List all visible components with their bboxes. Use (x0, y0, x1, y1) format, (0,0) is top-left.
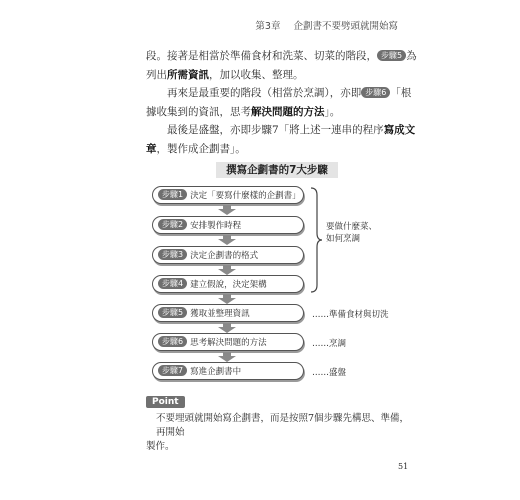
down-arrow-icon (218, 205, 236, 215)
side-label-step6: ……烹調 (312, 339, 347, 349)
down-arrow-icon (218, 352, 236, 362)
text-run: ，加以收集、整理。 (209, 69, 304, 81)
step-badge: 步驟6 (158, 336, 187, 347)
text-run: 段。接著是相當於準備食材和洗菜、切菜的階段， (146, 50, 377, 62)
text-run: 據收集到的資訊，思考 (146, 106, 251, 118)
text-run: ，製作成企劃書」。 (156, 143, 246, 155)
step-text: 建立假說，決定架構 (190, 280, 267, 290)
step-box-7 (152, 362, 304, 380)
paragraph-3 (146, 121, 416, 159)
step-badge: 步驟6 (361, 87, 390, 98)
chapter-label: 第3章 (255, 21, 281, 32)
brace-label (326, 221, 377, 245)
step-box-3 (152, 246, 304, 264)
point-note-line: 製作。 (146, 441, 175, 452)
down-arrow-icon (218, 294, 236, 304)
step-badge: 步驟3 (158, 249, 187, 260)
step-badge: 步驟1 (158, 189, 187, 200)
step-box-6 (152, 333, 304, 351)
down-arrow-icon (218, 323, 236, 333)
bold-text: 寫成文 (383, 124, 416, 136)
page-number: 51 (398, 462, 409, 471)
point-note (146, 412, 410, 454)
step-badge: 步驟5 (158, 307, 187, 318)
chapter-title: 企劃書不要劈頭就開始寫 (293, 21, 398, 32)
text-run: 再來是最重要的階段（相當於烹調），亦即 (167, 87, 362, 99)
step-text: 決定企劃書的格式 (190, 251, 259, 261)
bold-text: 解決問題的方法 (251, 106, 325, 118)
step-box-5 (152, 304, 304, 322)
diagram-title: 撰寫企劃書的7大步驟 (216, 162, 338, 178)
side-label-step5: ……準備食材與切洗 (312, 310, 389, 320)
step-badge: 步驟2 (158, 219, 187, 230)
step-text: 決定「要寫什麼樣的企劃書」 (190, 191, 301, 201)
step-box-2 (152, 216, 304, 234)
step-box-4 (152, 275, 304, 293)
text-run: 「根 (390, 87, 412, 99)
text-run: 」。 (324, 106, 341, 118)
running-header (255, 18, 398, 32)
down-arrow-icon (218, 265, 236, 275)
brace-label-line: 如何烹調 (326, 234, 361, 244)
step-text: 寫進企劃書中 (190, 367, 242, 377)
step-box-1 (152, 186, 304, 204)
text-run: 為 (406, 50, 417, 62)
side-label-step7: ……盛盤 (312, 368, 347, 378)
step-text: 安排製作時程 (190, 221, 242, 231)
step-text: 思考解決問題的方法 (190, 338, 267, 348)
point-badge: Point (146, 396, 185, 408)
brace-label-line: 要做什麼菜、 (326, 222, 378, 232)
paragraph-1 (146, 47, 417, 85)
step-badge: 步驟5 (377, 50, 406, 61)
down-arrow-icon (218, 235, 236, 245)
text-run: 列出 (146, 69, 167, 81)
bold-text: 章 (146, 143, 157, 155)
step-badge: 步驟4 (158, 278, 187, 289)
step-badge: 步驟7 (158, 365, 187, 376)
curly-brace-icon (309, 187, 323, 293)
bold-text: 所需資訊 (167, 69, 209, 81)
paragraph-2 (146, 84, 412, 122)
step-text: 獲取並整理資訊 (190, 309, 250, 319)
point-note-line: 不要埋頭就開始寫企劃書，而是按照7個步驟先構思、準備，再開始 (156, 413, 410, 438)
text-run: 最後是盛盤，亦即步驟7「將上述一連串的程序 (167, 124, 384, 136)
